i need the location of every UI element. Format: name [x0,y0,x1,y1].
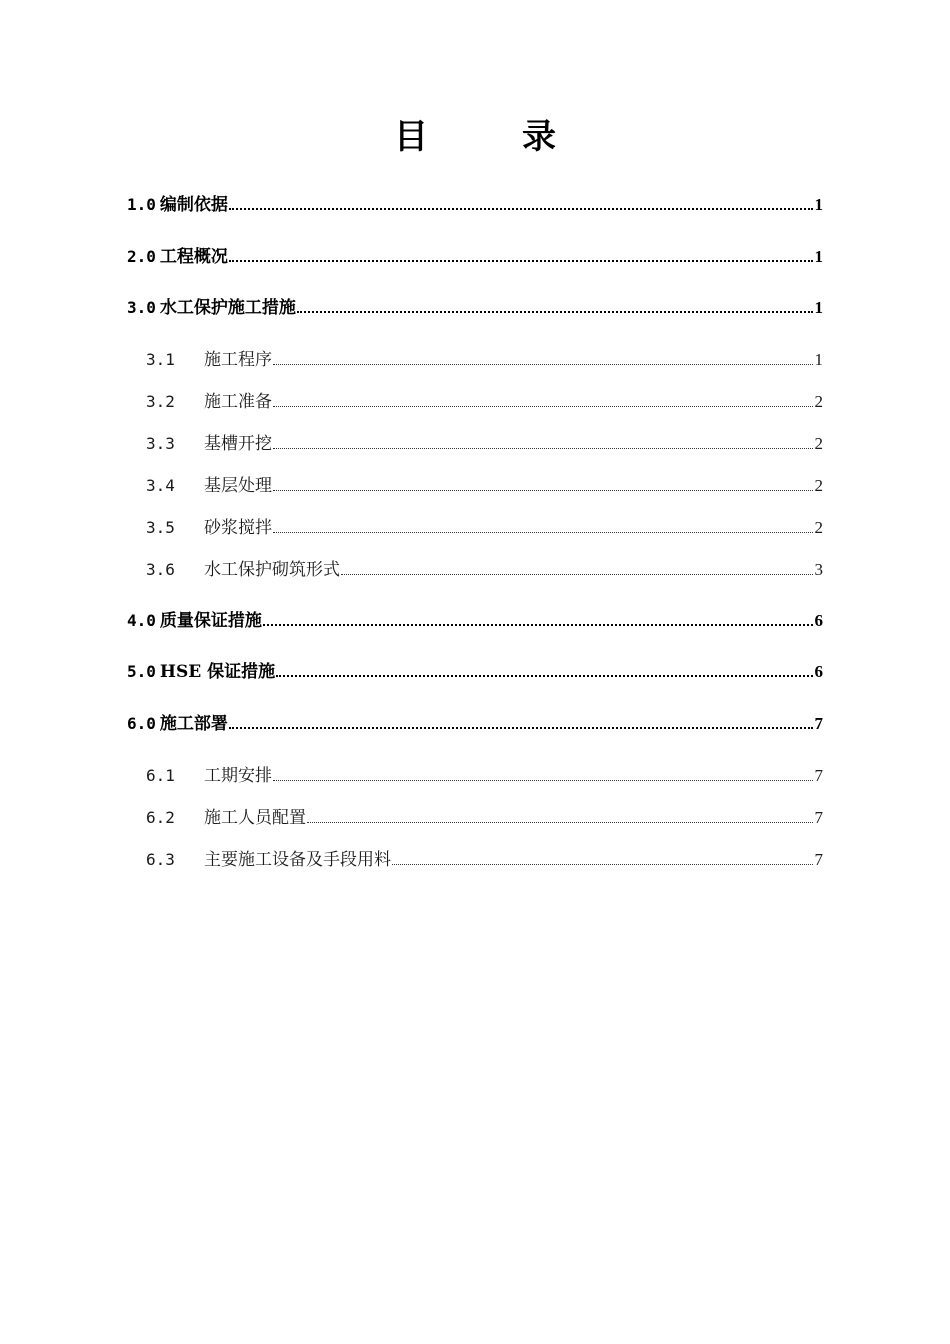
toc-subentry[interactable] [146,553,823,581]
dot-leader [229,260,813,262]
dot-leader [273,532,813,533]
toc-entry-label: 水工保护砌筑形式 [204,560,340,580]
toc-entry-label: 施工程序 [204,350,272,370]
toc-entry-page: 1 [814,350,823,369]
dot-leader [273,406,813,407]
toc-entry-page: 2 [814,518,823,537]
toc-entry-number: 3.0 [127,298,156,317]
toc-entry-number: 6.1 [146,766,175,785]
toc-entry-label: 主要施工设备及手段用料 [204,850,391,870]
dot-leader [276,675,812,677]
toc-entry-label: 水工保护施工措施 [159,298,296,318]
toc-entry-page: 2 [814,392,823,411]
toc-entry-page: 2 [814,476,823,495]
toc-entry-number: 5.0 [127,662,156,681]
dot-leader [229,727,813,729]
dot-leader [307,822,813,823]
toc-entry-number: 3.1 [146,350,175,369]
toc-subentry[interactable] [146,843,823,871]
toc-entry-page: 3 [814,560,823,579]
toc-entry-label: 砂浆搅拌 [204,518,272,538]
toc-entry-number: 1.0 [127,195,156,214]
toc-entry-label: 施工部署 [159,714,228,734]
toc-entry-number: 3.3 [146,434,175,453]
toc-subentry[interactable] [146,469,823,497]
toc-entry[interactable] [127,655,823,683]
toc-entry-page: 7 [814,766,823,785]
toc-entry-number: 3.2 [146,392,175,411]
toc-title: 目 录 [394,117,586,157]
toc-entry-page: 7 [814,850,823,869]
dot-leader [341,574,813,575]
toc-entry-page: 7 [814,714,823,733]
toc-entry-label: HSE 保证措施 [159,662,276,682]
toc-entry-label: 施工准备 [204,392,272,412]
toc-entry-number: 3.4 [146,476,175,495]
toc-subentry[interactable] [146,801,823,829]
toc-subentry[interactable] [146,759,823,787]
toc-entry-number: 6.0 [127,714,156,733]
toc-entry-number: 3.6 [146,560,175,579]
toc-entry-label: 工期安排 [204,766,272,786]
dot-leader [263,624,813,626]
toc-subentry[interactable] [146,511,823,539]
toc-entry[interactable] [127,707,823,735]
toc-entry-page: 1 [814,298,823,317]
toc-entry[interactable] [127,604,823,632]
toc-entry-page: 1 [814,195,823,214]
toc-subentry[interactable] [146,343,823,371]
toc-entry-page: 6 [814,611,823,630]
dot-leader [392,864,813,865]
toc-entry-number: 6.3 [146,850,175,869]
toc-entry-label: 编制依据 [159,195,228,215]
toc-subentry[interactable] [146,385,823,413]
dot-leader [273,448,813,449]
dot-leader [297,311,813,313]
dot-leader [229,208,813,210]
toc-entry[interactable] [127,188,823,216]
toc-subentry[interactable] [146,427,823,455]
toc-entry-number: 4.0 [127,611,156,630]
toc-entry[interactable] [127,291,823,319]
toc-entry-label: 基槽开挖 [204,434,272,454]
dot-leader [273,364,813,365]
toc-entry-label: 工程概况 [159,247,228,267]
toc-entry-page: 7 [814,808,823,827]
toc-entry-page: 2 [814,434,823,453]
toc-entry[interactable] [127,240,823,268]
toc-entry-label: 质量保证措施 [159,611,262,631]
toc-entry-number: 6.2 [146,808,175,827]
toc-entry-label: 施工人员配置 [204,808,306,828]
dot-leader [273,780,813,781]
toc-entry-number: 2.0 [127,247,156,266]
toc-entry-number: 3.5 [146,518,175,537]
dot-leader [273,490,813,491]
toc-entry-label: 基层处理 [204,476,272,496]
toc-entry-page: 1 [814,247,823,266]
toc-entry-page: 6 [814,662,823,681]
